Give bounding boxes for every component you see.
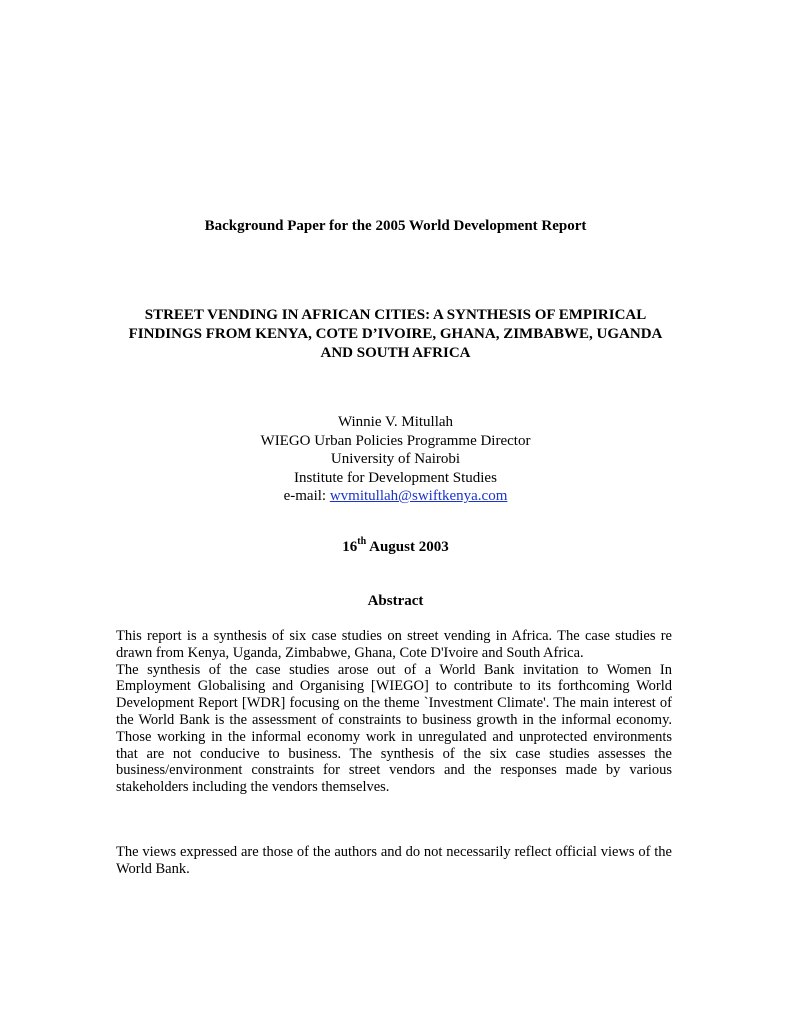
date-day: 16: [342, 539, 358, 555]
date-rest: August 2003: [366, 539, 449, 555]
abstract-paragraph-1: This report is a synthesis of six case studies on street vending in Africa. The case studies re drawn from Kenya, Uganda, Zimbabwe, Ghana, Cote D'Ivoire and South Africa.: [116, 628, 672, 661]
author-block: [0, 413, 791, 506]
report-title: [100, 306, 691, 363]
date-suffix: th: [357, 536, 367, 547]
report-date: [0, 536, 791, 556]
author-position: WIEGO Urban Policies Programme Director: [260, 432, 531, 449]
email-link[interactable]: wvmitullah@swiftkenya.com: [329, 488, 508, 504]
report-title-line-2: FINDINGS FROM KENYA, COTE D’IVOIRE, GHANA, ZIMBABWE, UGANDA: [128, 326, 663, 342]
report-title-line-1: STREET VENDING IN AFRICAN CITIES: A SYNTHESIS OF EMPIRICAL: [144, 307, 647, 323]
author-name: Winnie V. Mitullah: [337, 414, 454, 430]
author-institute: Institute for Development Studies: [294, 469, 497, 486]
abstract-paragraph-2: The synthesis of the case studies arose out of a World Bank invitation to Women In Employment Globalising and Organising [WIEGO] to contribute to its forthcoming World Development Report [WDR] focusing on the theme `Investment Climate'. The main interest of the World Bank is the assessment of constraints to business growth in the informal economy. Those working in the informal economy work in unregulated and unprotected environments that are not conducive to business. The synthesis of the six case studies assesses the business/environment constraints for street vendors and the responses made by various stakeholders including the vendors themselves.: [116, 661, 672, 796]
disclaimer-text: The views expressed are those of the authors and do not necessarily reflect official views of the World Bank.: [116, 844, 672, 877]
abstract-body: [116, 628, 672, 796]
email-label: e-mail:: [283, 488, 330, 504]
report-title-line-3: AND SOUTH AFRICA: [320, 345, 471, 361]
author-university: University of Nairobi: [330, 451, 461, 467]
abstract-heading: Abstract: [367, 593, 424, 609]
author-email-line: [0, 487, 791, 506]
background-paper-heading: Background Paper for the 2005 World Development Report: [204, 218, 587, 234]
